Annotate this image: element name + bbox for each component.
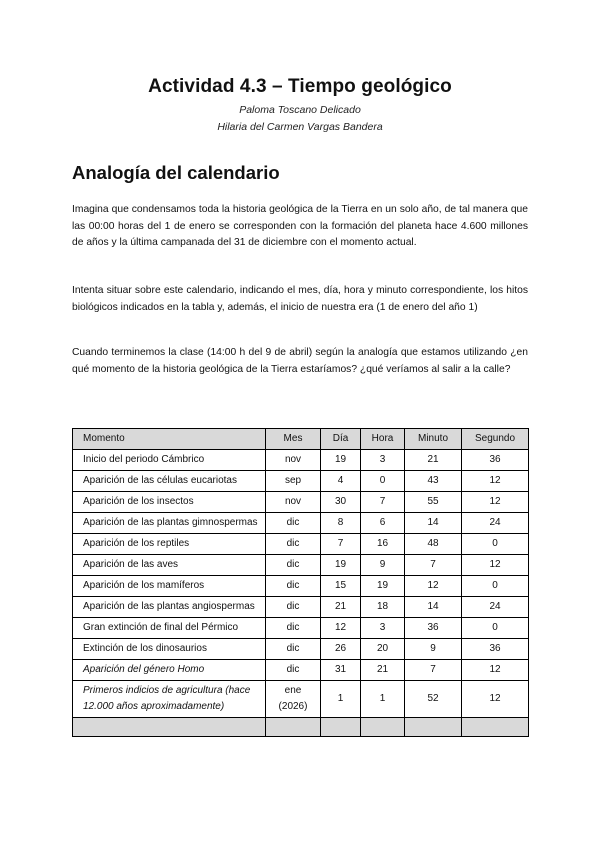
cell-mes: dic [266, 639, 321, 660]
cell-hora: 19 [361, 576, 405, 597]
cell-hora: 9 [361, 555, 405, 576]
table-header-row [73, 429, 529, 450]
table-row [73, 513, 529, 534]
cell-segundo: 24 [462, 597, 529, 618]
cell-hora: 3 [361, 618, 405, 639]
cell-dia: 8 [321, 513, 361, 534]
table-row [73, 450, 529, 471]
cell-momento: Aparición de los insectos [73, 492, 266, 513]
cell-mes: nov [266, 450, 321, 471]
paragraph-1: Imagina que condensamos toda la historia geológica de la Tierra en un solo año, de tal manera que las 00:00 horas del 1 de enero se corresponden con la formación del planeta hace 4.600 millones de años y la última campanada del 31 de diciembre con el momento actual. [72, 204, 528, 248]
empty-cell [462, 718, 529, 737]
table-row [73, 660, 529, 681]
header-momento: Momento [73, 429, 266, 450]
cell-minuto: 52 [405, 681, 462, 718]
cell-dia: 15 [321, 576, 361, 597]
table-row [73, 492, 529, 513]
cell-dia: 1 [321, 681, 361, 718]
cell-minuto: 48 [405, 534, 462, 555]
author-1: Paloma Toscano Delicado [239, 104, 361, 116]
table-row [73, 555, 529, 576]
cell-minuto: 21 [405, 450, 462, 471]
cell-minuto: 9 [405, 639, 462, 660]
cell-dia: 7 [321, 534, 361, 555]
cell-mes: dic [266, 513, 321, 534]
cell-momento: Gran extinción de final del Pérmico [73, 618, 266, 639]
table-empty-row [73, 718, 529, 737]
cell-hora: 16 [361, 534, 405, 555]
table-row [73, 639, 529, 660]
cell-mes: sep [266, 471, 321, 492]
empty-cell [266, 718, 321, 737]
cell-segundo: 24 [462, 513, 529, 534]
cell-dia: 19 [321, 555, 361, 576]
header-segundo: Segundo [462, 429, 529, 450]
cell-dia: 30 [321, 492, 361, 513]
empty-cell [361, 718, 405, 737]
cell-hora: 18 [361, 597, 405, 618]
cell-minuto: 14 [405, 597, 462, 618]
table-row [73, 681, 529, 718]
cell-dia: 4 [321, 471, 361, 492]
empty-cell [321, 718, 361, 737]
cell-mes: ene (2026) [266, 681, 321, 718]
cell-mes: dic [266, 618, 321, 639]
table-row [73, 618, 529, 639]
cell-segundo: 12 [462, 492, 529, 513]
cell-dia: 21 [321, 597, 361, 618]
cell-segundo: 12 [462, 681, 529, 718]
cell-segundo: 12 [462, 471, 529, 492]
cell-segundo: 36 [462, 639, 529, 660]
cell-minuto: 55 [405, 492, 462, 513]
cell-mes: dic [266, 576, 321, 597]
cell-mes: nov [266, 492, 321, 513]
table-row [73, 471, 529, 492]
cell-dia: 31 [321, 660, 361, 681]
table-row [73, 576, 529, 597]
cell-mes: dic [266, 555, 321, 576]
header-minuto: Minuto [405, 429, 462, 450]
cell-minuto: 14 [405, 513, 462, 534]
table-row [73, 597, 529, 618]
document-title: Actividad 4.3 – Tiempo geológico [148, 76, 452, 97]
cell-segundo: 0 [462, 576, 529, 597]
cell-momento: Inicio del periodo Cámbrico [73, 450, 266, 471]
author-2: Hilaria del Carmen Vargas Bandera [217, 121, 383, 133]
cell-minuto: 12 [405, 576, 462, 597]
cell-minuto: 36 [405, 618, 462, 639]
header-dia: Día [321, 429, 361, 450]
cell-momento: Primeros indicios de agricultura (hace 12.000 años aproximadamente) [73, 681, 266, 718]
cell-momento: Aparición de las plantas angiospermas [73, 597, 266, 618]
header-hora: Hora [361, 429, 405, 450]
cell-momento: Extinción de los dinosaurios [73, 639, 266, 660]
empty-cell [73, 718, 266, 737]
paragraph-3: Cuando terminemos la clase (14:00 h del 9 de abril) según la analogía que estamos utilizando ¿en qué momento de la historia geológica de la Tierra estaríamos? ¿qué veríamos al salir a la calle? [72, 347, 528, 375]
cell-hora: 3 [361, 450, 405, 471]
cell-segundo: 0 [462, 534, 529, 555]
cell-hora: 0 [361, 471, 405, 492]
cell-hora: 1 [361, 681, 405, 718]
cell-momento: Aparición de las plantas gimnospermas [73, 513, 266, 534]
cell-dia: 12 [321, 618, 361, 639]
section-heading: Analogía del calendario [72, 162, 280, 183]
cell-minuto: 7 [405, 660, 462, 681]
cell-hora: 21 [361, 660, 405, 681]
cell-hora: 20 [361, 639, 405, 660]
cell-dia: 26 [321, 639, 361, 660]
cell-segundo: 12 [462, 660, 529, 681]
cell-momento: Aparición de los mamíferos [73, 576, 266, 597]
cell-minuto: 43 [405, 471, 462, 492]
cell-mes: dic [266, 534, 321, 555]
cell-hora: 7 [361, 492, 405, 513]
cell-dia: 19 [321, 450, 361, 471]
header-mes: Mes [266, 429, 321, 450]
cell-momento: Aparición de las aves [73, 555, 266, 576]
cell-momento: Aparición del género Homo [73, 660, 266, 681]
table-row [73, 534, 529, 555]
cell-minuto: 7 [405, 555, 462, 576]
cell-momento: Aparición de los reptiles [73, 534, 266, 555]
cell-hora: 6 [361, 513, 405, 534]
cell-segundo: 36 [462, 450, 529, 471]
paragraph-2: Intenta situar sobre este calendario, indicando el mes, día, hora y minuto correspondiente, los hitos biológicos indicados en la tabla y, además, el inicio de nuestra era (1 de enero del año 1) [72, 285, 528, 313]
milestones-table [72, 428, 529, 737]
empty-cell [405, 718, 462, 737]
cell-mes: dic [266, 660, 321, 681]
cell-momento: Aparición de las células eucariotas [73, 471, 266, 492]
cell-mes: dic [266, 597, 321, 618]
cell-segundo: 0 [462, 618, 529, 639]
cell-segundo: 12 [462, 555, 529, 576]
